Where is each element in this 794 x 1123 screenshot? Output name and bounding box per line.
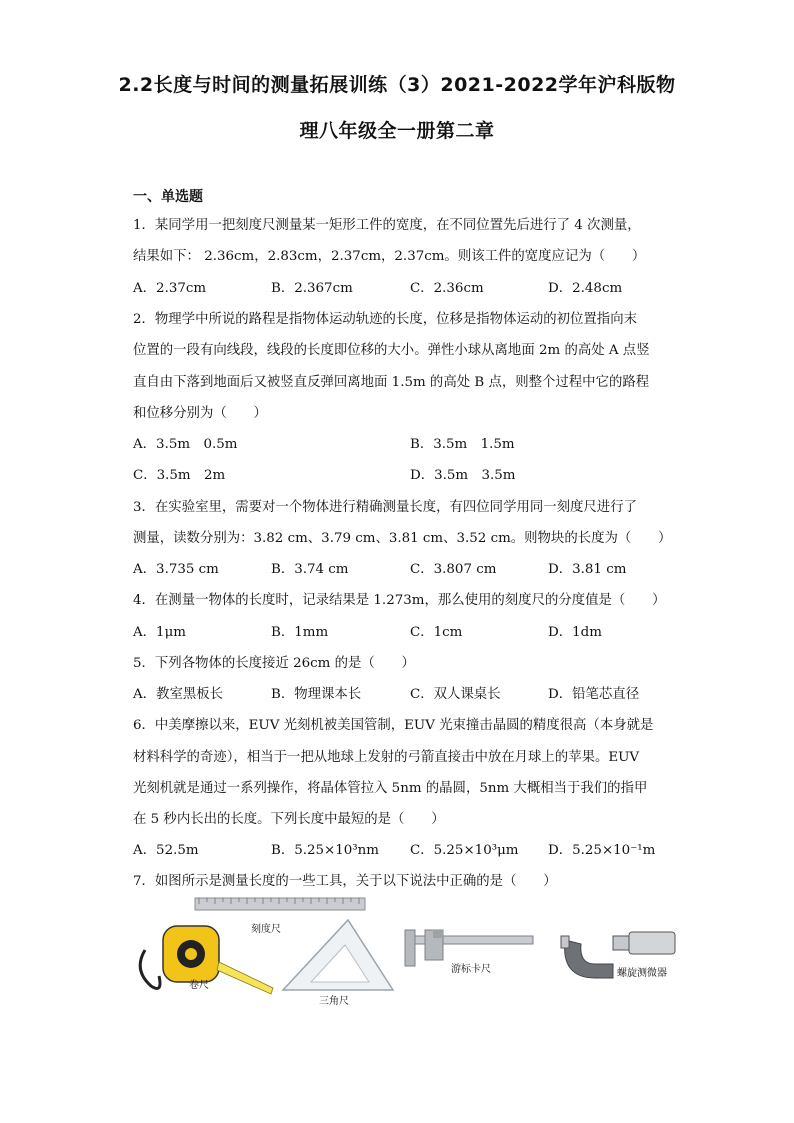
q1-line-2: 结果如下： 2.36cm，2.83cm，2.37cm，2.37cm。则该工件的宽度应记为（ ）	[133, 249, 646, 264]
q2-option-c: C．3.5m 2m	[133, 468, 226, 483]
label-triangle-ruler: 三角尺	[319, 996, 349, 1007]
q6-option-d: D．5.25×10⁻¹m	[548, 843, 656, 858]
label-vernier-caliper: 游标卡尺	[451, 964, 491, 975]
label-micrometer: 螺旋测微器	[617, 968, 667, 979]
q5-option-a: A．教室黑板长	[133, 687, 224, 702]
q2-option-b: B．3.5m 1.5m	[410, 437, 515, 452]
q2-option-d: D．3.5m 3.5m	[410, 468, 516, 483]
q1-option-b: B．2.367cm	[271, 281, 353, 296]
q2-line-4: 和位移分别为（ ）	[133, 406, 267, 421]
q3-line-1: 3．在实验室里，需要对一个物体进行精确测量长度，有四位同学用同一刻度尺进行了	[133, 500, 637, 515]
q3-option-c: C．3.807 cm	[410, 562, 497, 577]
q5-line-1: 5．下列各物体的长度接近 26cm 的是（ ）	[133, 656, 415, 671]
q1-option-a: A．2.37cm	[133, 281, 207, 296]
measurement-tools-figure	[133, 890, 693, 1010]
label-ruler: 刻度尺	[251, 924, 281, 935]
title-line-1: 2.2长度与时间的测量拓展训练（3）2021-2022学年沪科版物	[118, 74, 676, 96]
section-heading: 一、单选题	[133, 189, 203, 205]
steel-ruler-icon	[195, 898, 365, 910]
q6-option-b: B．5.25×10³nm	[271, 843, 379, 858]
triangle-ruler-icon	[283, 920, 393, 990]
q4-option-b: B．1mm	[271, 625, 329, 640]
q2-line-3: 直自由下落到地面后又被竖直反弹回离地面 1.5m 的高处 B 点，则整个过程中它的路程	[133, 375, 650, 390]
q4-option-d: D．1dm	[548, 625, 602, 640]
q1-option-d: D．2.48cm	[548, 281, 623, 296]
q3-option-a: A．3.735 cm	[133, 562, 219, 577]
q5-option-d: D．铅笔芯直径	[548, 687, 640, 702]
q2-line-2: 位置的一段有向线段，线段的长度即位移的大小。弹性小球从离地面 2m 的高处 A 点竖	[133, 343, 650, 358]
q2-option-a: A．3.5m 0.5m	[133, 437, 238, 452]
q6-option-c: C．5.25×10³μm	[410, 843, 519, 858]
title-line-2: 理八年级全一册第二章	[299, 120, 495, 142]
q3-option-d: D．3.81 cm	[548, 562, 627, 577]
q5-option-c: C．双人课桌长	[410, 687, 501, 702]
q5-option-b: B．物理课本长	[271, 687, 362, 702]
q4-option-c: C．1cm	[410, 625, 463, 640]
label-tape-measure: 卷尺	[189, 980, 209, 991]
q6-option-a: A．52.5m	[133, 843, 199, 858]
q6-line-3: 光刻机就是通过一系列操作，将晶体管拉入 5nm 的晶圆，5nm 大概相当于我们的指甲	[133, 781, 648, 796]
q3-line-2: 测量，读数分别为：3.82 cm、3.79 cm、3.81 cm、3.52 cm。则物块的长度为（ ）	[133, 531, 672, 546]
q6-line-1: 6．中美摩擦以来，EUV 光刻机被美国管制，EUV 光束撞击晶圆的精度很高（本身就是	[133, 718, 654, 733]
q6-line-4: 在 5 秒内长出的长度。下列长度中最短的是（ ）	[133, 812, 445, 827]
tools-illustration	[133, 890, 693, 1010]
q6-line-2: 材料科学的奇迹），相当于一把从地球上发射的弓箭直接击中放在月球上的苹果。EUV	[133, 750, 640, 765]
q4-option-a: A．1μm	[133, 625, 186, 640]
q7-line-1: 7．如图所示是测量长度的一些工具，关于以下说法中正确的是（ ）	[133, 874, 557, 889]
q1-line-1: 1．某同学用一把刻度尺测量某一矩形工件的宽度，在不同位置先后进行了 4 次测量，	[133, 218, 641, 233]
q3-option-b: B．3.74 cm	[271, 562, 349, 577]
q4-line-1: 4．在测量一物体的长度时，记录结果是 1.273m，那么使用的刻度尺的分度值是（ ）	[133, 593, 666, 608]
q2-line-1: 2．物理学中所说的路程是指物体运动轨迹的长度，位移是指物体运动的初位置指向末	[133, 312, 637, 327]
q1-option-c: C．2.36cm	[410, 281, 484, 296]
